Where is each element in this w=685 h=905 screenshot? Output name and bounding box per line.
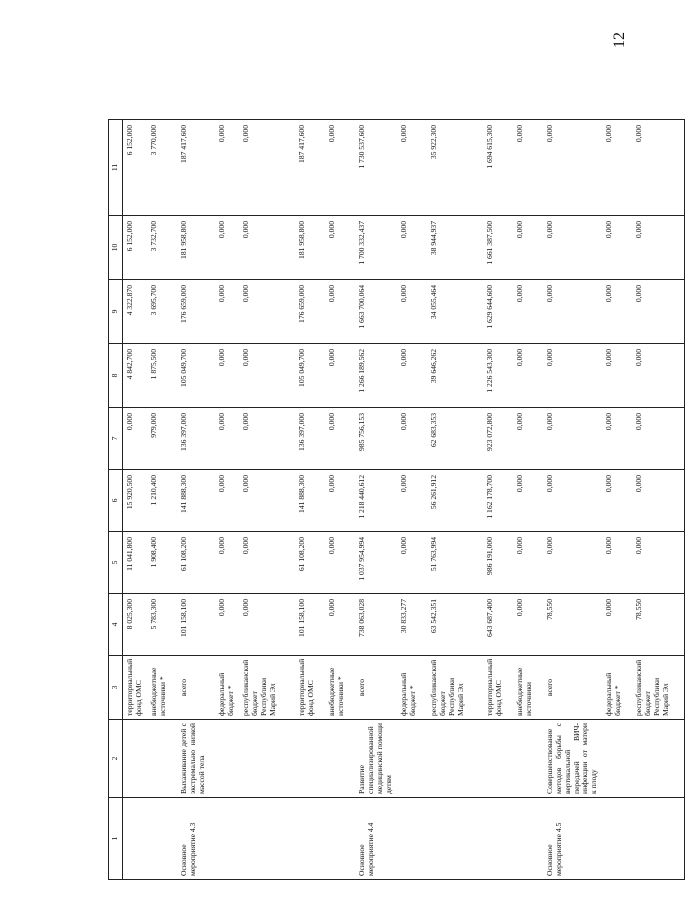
value-cell: 0,000 — [215, 120, 239, 216]
value-cell: 1 629 644,600 — [483, 280, 513, 344]
value-cell: 0,000 — [325, 216, 355, 280]
description-cell — [602, 720, 632, 798]
value-cell: 0,000 — [602, 532, 632, 594]
value-cell: 0,000 — [397, 408, 427, 470]
value-cell: 34 055,464 — [427, 280, 483, 344]
value-cell: 176 659,000 — [295, 280, 325, 344]
value-cell: 63 542,351 — [427, 594, 483, 656]
value-cell: 0,000 — [513, 594, 543, 656]
value-cell: 0,000 — [397, 470, 427, 532]
value-cell: 0,000 — [602, 470, 632, 532]
value-cell: 141 888,300 — [177, 470, 215, 532]
value-cell: 0,000 — [632, 216, 684, 280]
header-cell: 5 — [109, 532, 123, 594]
value-cell: 0,000 — [239, 280, 295, 344]
value-cell: 0,000 — [215, 344, 239, 408]
value-cell: 0,000 — [397, 532, 427, 594]
value-cell: 78,550 — [543, 594, 603, 656]
value-cell: 35 922,300 — [427, 120, 483, 216]
source-cell: территориальный фонд ОМС — [483, 656, 513, 720]
source-cell: республиканский бюджет Республики Марий Эл — [427, 656, 483, 720]
value-cell: 985 756,153 — [355, 408, 397, 470]
value-cell: 15 920,500 — [122, 470, 146, 532]
value-cell: 4 842,700 — [122, 344, 146, 408]
event-cell — [397, 798, 427, 880]
value-cell: 1 730 537,600 — [355, 120, 397, 216]
source-cell: внебюджетные источники — [513, 656, 543, 720]
value-cell: 38 944,937 — [427, 216, 483, 280]
value-cell: 136 397,000 — [177, 408, 215, 470]
value-cell: 0,000 — [215, 408, 239, 470]
description-cell — [632, 720, 684, 798]
value-cell: 187 417,600 — [177, 120, 215, 216]
header-cell: 7 — [109, 408, 123, 470]
value-cell: 0,000 — [513, 120, 543, 216]
value-cell: 0,000 — [325, 594, 355, 656]
value-cell: 0,000 — [543, 470, 603, 532]
event-cell — [483, 798, 513, 880]
value-cell: 0,000 — [513, 216, 543, 280]
value-cell: 979,000 — [147, 408, 177, 470]
value-cell: 3 732,700 — [147, 216, 177, 280]
source-cell: всего — [355, 656, 397, 720]
header-row — [109, 120, 123, 880]
event-cell — [602, 798, 632, 880]
value-cell: 181 958,800 — [295, 216, 325, 280]
value-cell: 8 025,300 — [122, 594, 146, 656]
value-cell: 0,000 — [239, 216, 295, 280]
value-cell: 0,000 — [215, 594, 239, 656]
table-row — [215, 120, 239, 880]
event-cell — [122, 798, 146, 880]
value-cell: 1 875,500 — [147, 344, 177, 408]
value-cell: 0,000 — [215, 470, 239, 532]
value-cell: 0,000 — [543, 344, 603, 408]
table-row — [147, 120, 177, 880]
value-cell: 0,000 — [122, 408, 146, 470]
description-cell: Развитие специализированной медицинской помощи детям — [355, 720, 397, 798]
value-cell: 0,000 — [325, 120, 355, 216]
description-cell — [427, 720, 483, 798]
value-cell: 0,000 — [602, 120, 632, 216]
value-cell: 1 663 700,064 — [355, 280, 397, 344]
value-cell: 0,000 — [325, 280, 355, 344]
value-cell: 136 397,000 — [295, 408, 325, 470]
value-cell: 0,000 — [215, 216, 239, 280]
page-number: 12 — [611, 32, 628, 48]
value-cell: 0,000 — [513, 344, 543, 408]
source-cell: всего — [177, 656, 215, 720]
value-cell: 39 646,262 — [427, 344, 483, 408]
table-row — [543, 120, 603, 880]
value-cell: 1 908,400 — [147, 532, 177, 594]
value-cell: 1 037 954,994 — [355, 532, 397, 594]
event-cell: Основное мероприятие 4.5 — [543, 798, 603, 880]
value-cell: 105 049,700 — [295, 344, 325, 408]
value-cell: 0,000 — [543, 408, 603, 470]
source-cell: всего — [543, 656, 603, 720]
source-cell: территориальный фонд ОМС — [295, 656, 325, 720]
value-cell: 0,000 — [325, 408, 355, 470]
description-cell — [147, 720, 177, 798]
value-cell: 51 763,994 — [427, 532, 483, 594]
event-cell — [427, 798, 483, 880]
value-cell: 187 417,600 — [295, 120, 325, 216]
source-cell: внебюджетные источники * — [325, 656, 355, 720]
value-cell: 176 659,000 — [177, 280, 215, 344]
event-cell — [513, 798, 543, 880]
table-body — [122, 120, 684, 880]
value-cell: 0,000 — [397, 216, 427, 280]
value-cell: 0,000 — [543, 280, 603, 344]
source-cell: внебюджетные источники * — [147, 656, 177, 720]
value-cell: 0,000 — [543, 216, 603, 280]
source-cell: федеральный бюджет * — [602, 656, 632, 720]
value-cell: 78,550 — [632, 594, 684, 656]
table-row — [483, 120, 513, 880]
table-row — [295, 120, 325, 880]
value-cell: 0,000 — [602, 216, 632, 280]
value-cell: 0,000 — [513, 280, 543, 344]
value-cell: 1 226 543,300 — [483, 344, 513, 408]
description-cell — [513, 720, 543, 798]
description-cell — [239, 720, 295, 798]
value-cell: 0,000 — [513, 470, 543, 532]
funding-table — [108, 119, 685, 880]
table-row — [325, 120, 355, 880]
source-cell: федеральный бюджет * — [215, 656, 239, 720]
event-cell — [215, 798, 239, 880]
value-cell: 4 322,870 — [122, 280, 146, 344]
event-cell — [239, 798, 295, 880]
value-cell: 11 041,800 — [122, 532, 146, 594]
value-cell: 0,000 — [602, 344, 632, 408]
value-cell: 0,000 — [543, 120, 603, 216]
description-cell — [122, 720, 146, 798]
value-cell: 5 783,300 — [147, 594, 177, 656]
source-cell: территориальный фонд ОМС — [122, 656, 146, 720]
event-cell — [325, 798, 355, 880]
event-cell: Основное мероприятие 4.3 — [177, 798, 215, 880]
value-cell: 62 683,353 — [427, 408, 483, 470]
value-cell: 0,000 — [239, 344, 295, 408]
description-cell — [215, 720, 239, 798]
value-cell: 0,000 — [325, 532, 355, 594]
value-cell: 0,000 — [513, 408, 543, 470]
header-cell: 2 — [109, 720, 123, 798]
value-cell: 1 218 440,612 — [355, 470, 397, 532]
value-cell: 0,000 — [397, 120, 427, 216]
value-cell: 0,000 — [632, 120, 684, 216]
header-cell: 11 — [109, 120, 123, 216]
value-cell: 0,000 — [602, 408, 632, 470]
event-cell — [147, 798, 177, 880]
description-cell — [325, 720, 355, 798]
value-cell: 0,000 — [632, 470, 684, 532]
value-cell: 30 833,277 — [397, 594, 427, 656]
value-cell: 0,000 — [239, 120, 295, 216]
value-cell: 0,000 — [239, 470, 295, 532]
value-cell: 0,000 — [239, 532, 295, 594]
value-cell: 105 049,700 — [177, 344, 215, 408]
header-cell: 3 — [109, 656, 123, 720]
value-cell: 0,000 — [543, 532, 603, 594]
value-cell: 0,000 — [602, 594, 632, 656]
value-cell: 0,000 — [632, 532, 684, 594]
header-cell: 10 — [109, 216, 123, 280]
header-cell: 1 — [109, 798, 123, 880]
description-cell — [397, 720, 427, 798]
value-cell: 101 158,100 — [177, 594, 215, 656]
value-cell: 101 158,100 — [295, 594, 325, 656]
value-cell: 6 152,000 — [122, 216, 146, 280]
source-cell: республиканский бюджет Республики Марий Эл — [632, 656, 684, 720]
description-cell — [295, 720, 325, 798]
value-cell: 56 261,912 — [427, 470, 483, 532]
event-cell — [632, 798, 684, 880]
value-cell: 0,000 — [632, 280, 684, 344]
source-cell: федеральный бюджет * — [397, 656, 427, 720]
value-cell: 643 687,400 — [483, 594, 513, 656]
value-cell: 0,000 — [513, 532, 543, 594]
value-cell: 986 191,000 — [483, 532, 513, 594]
value-cell: 1 661 387,500 — [483, 216, 513, 280]
value-cell: 0,000 — [215, 280, 239, 344]
table-row — [355, 120, 397, 880]
event-cell: Основное мероприятие 4.4 — [355, 798, 397, 880]
header-cell: 4 — [109, 594, 123, 656]
table-row — [632, 120, 684, 880]
value-cell: 0,000 — [397, 280, 427, 344]
table-row — [239, 120, 295, 880]
value-cell: 0,000 — [325, 470, 355, 532]
value-cell: 1 700 332,437 — [355, 216, 397, 280]
table-row — [177, 120, 215, 880]
value-cell: 1 162 178,700 — [483, 470, 513, 532]
value-cell: 0,000 — [325, 344, 355, 408]
value-cell: 0,000 — [397, 344, 427, 408]
table-row — [602, 120, 632, 880]
event-cell — [295, 798, 325, 880]
value-cell: 181 958,800 — [177, 216, 215, 280]
value-cell: 61 108,200 — [177, 532, 215, 594]
value-cell: 0,000 — [239, 594, 295, 656]
value-cell: 0,000 — [602, 280, 632, 344]
value-cell: 738 063,028 — [355, 594, 397, 656]
header-cell: 8 — [109, 344, 123, 408]
value-cell: 0,000 — [632, 344, 684, 408]
table-row — [427, 120, 483, 880]
rotated-table-sheet — [108, 120, 671, 880]
source-cell: республиканский бюджет Республики Марий Эл — [239, 656, 295, 720]
value-cell: 61 108,200 — [295, 532, 325, 594]
value-cell: 3 770,000 — [147, 120, 177, 216]
value-cell: 3 695,700 — [147, 280, 177, 344]
table-row — [397, 120, 427, 880]
value-cell: 1 694 615,300 — [483, 120, 513, 216]
description-cell: Выхаживание детей с экстремально низкой массой тела — [177, 720, 215, 798]
value-cell: 1 266 189,562 — [355, 344, 397, 408]
table-row — [122, 120, 146, 880]
value-cell: 1 210,400 — [147, 470, 177, 532]
value-cell: 141 888,300 — [295, 470, 325, 532]
value-cell: 0,000 — [632, 408, 684, 470]
value-cell: 0,000 — [239, 408, 295, 470]
table-row — [513, 120, 543, 880]
header-cell: 6 — [109, 470, 123, 532]
description-cell: Совершенствование методов борьбы с вертикальной передачей ВИЧ-инфекции от матери к плоду — [543, 720, 603, 798]
value-cell: 0,000 — [215, 532, 239, 594]
value-cell: 923 072,800 — [483, 408, 513, 470]
description-cell — [483, 720, 513, 798]
header-cell: 9 — [109, 280, 123, 344]
value-cell: 6 152,000 — [122, 120, 146, 216]
